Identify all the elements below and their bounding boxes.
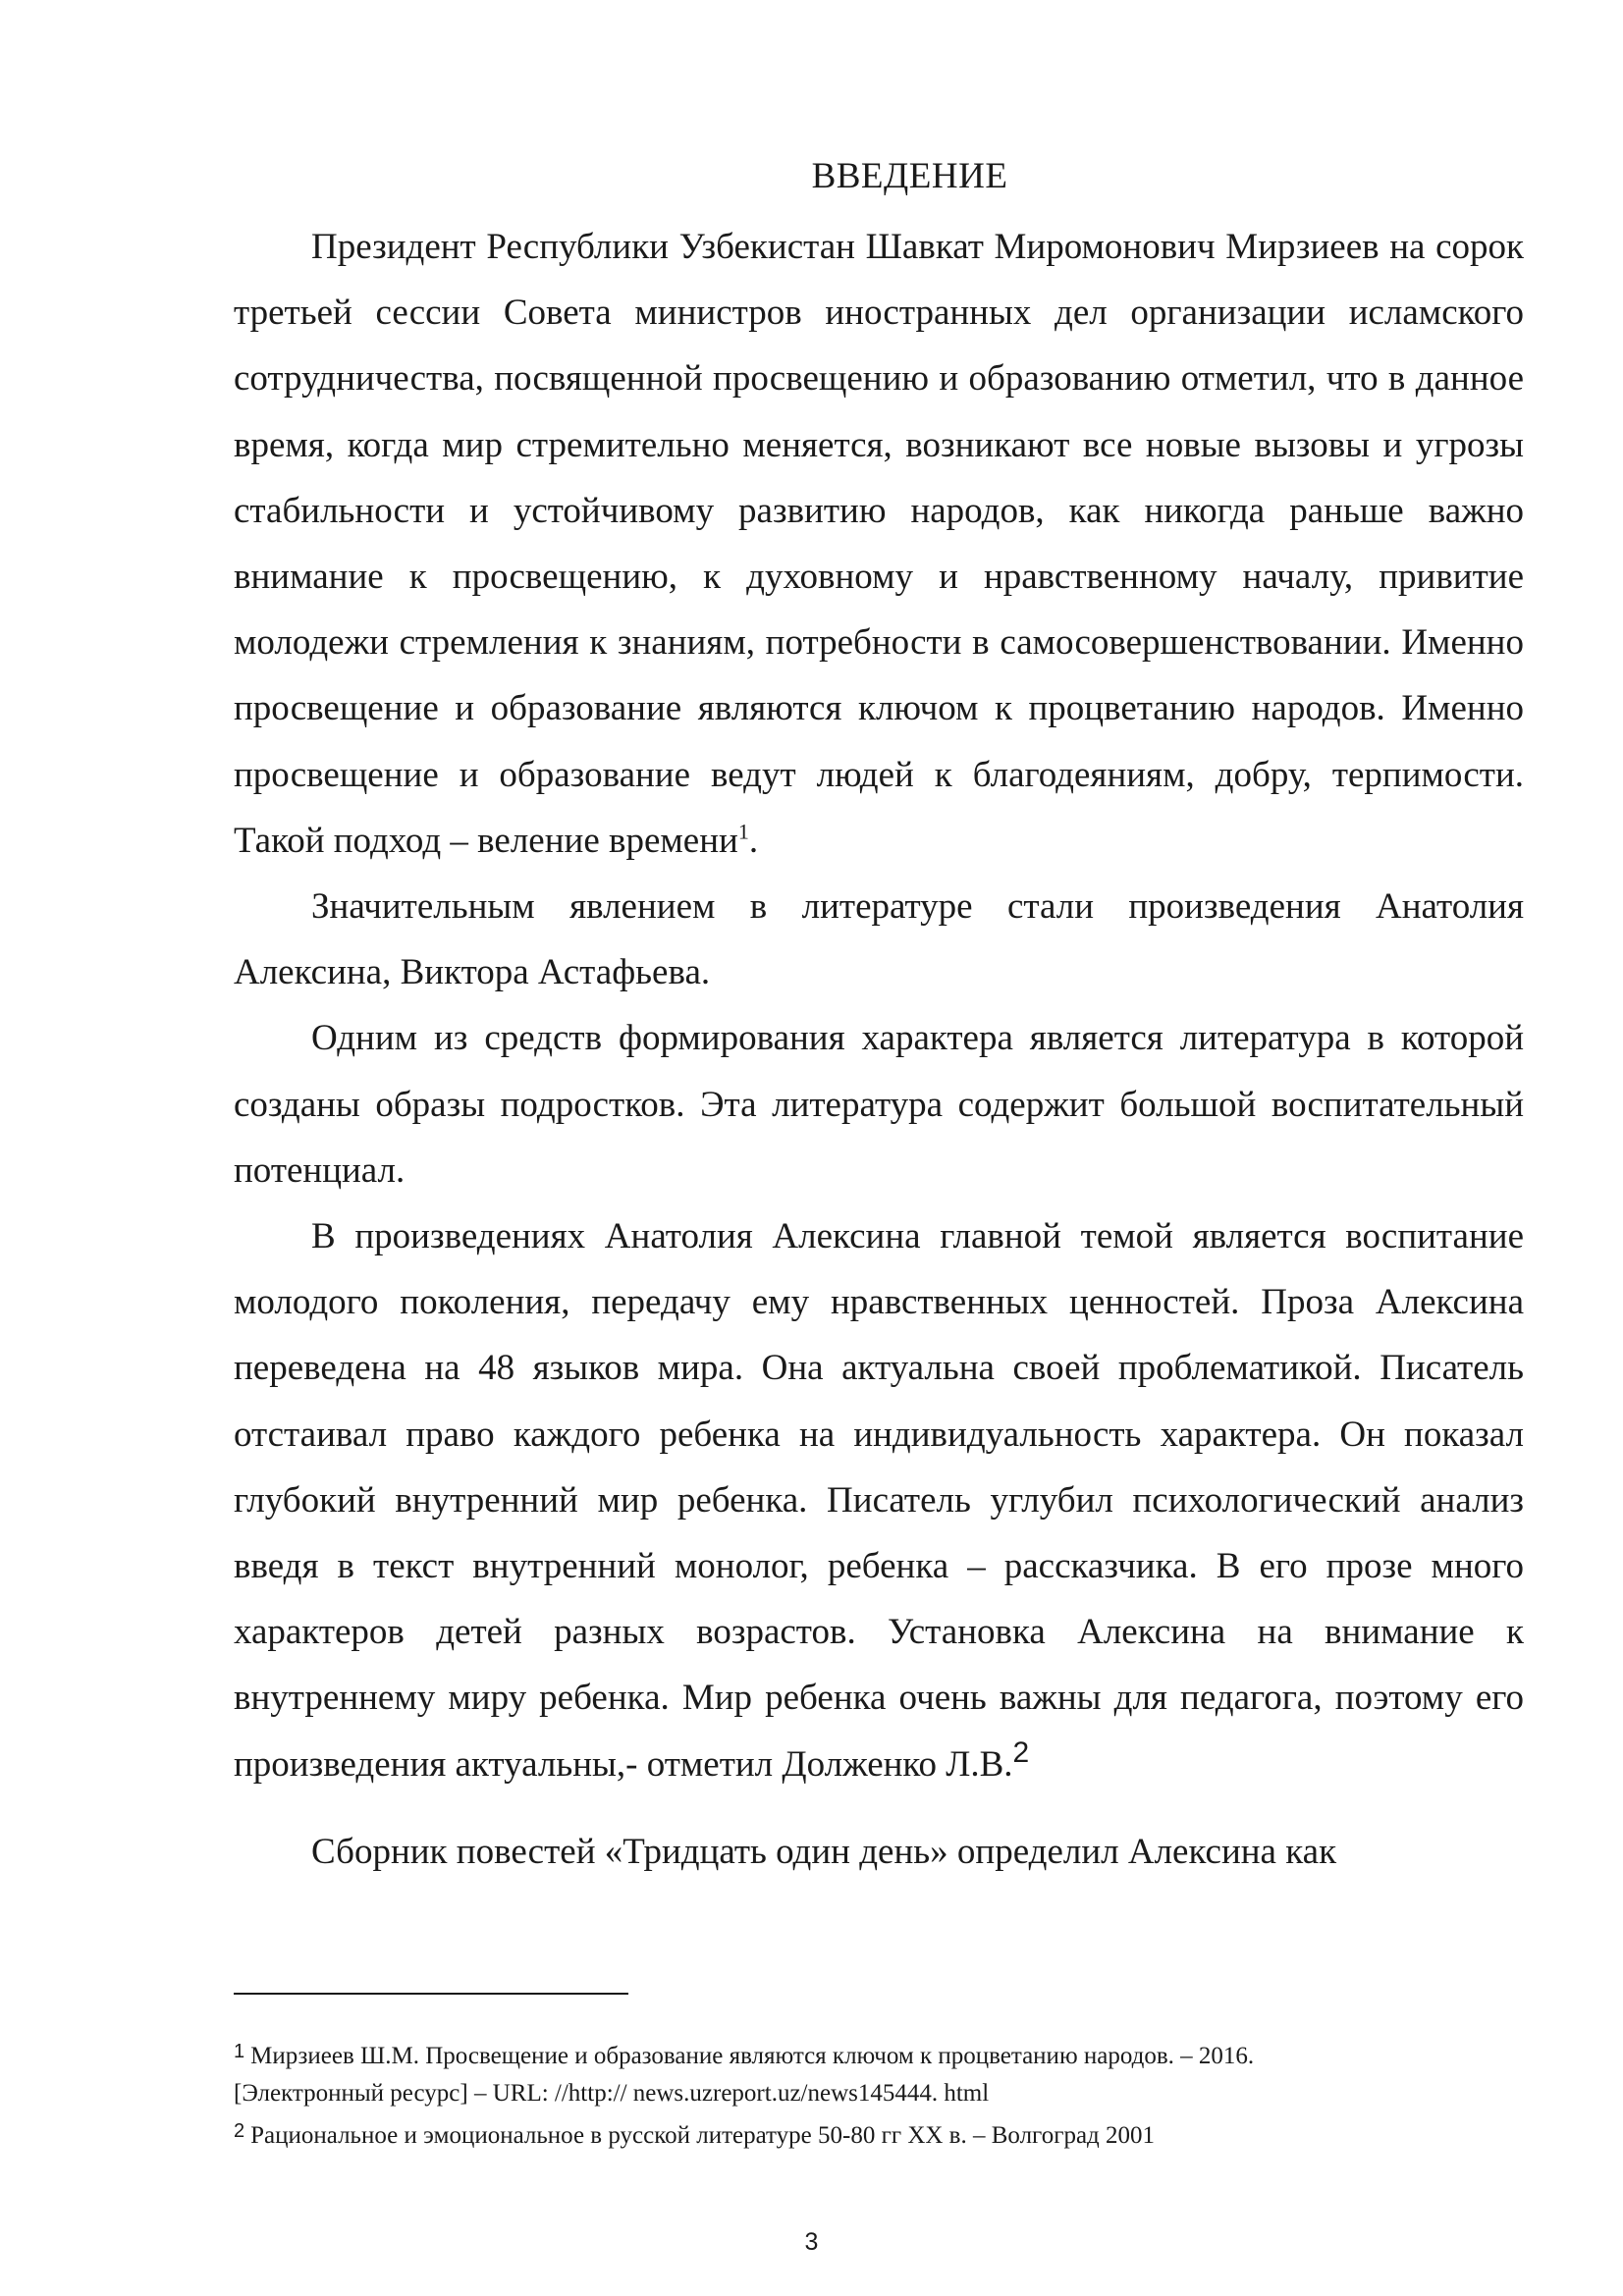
paragraph-spacer	[234, 1797, 1524, 1819]
footnote-1-text: Мирзиеев Ш.М. Просвещение и образование являются ключом к процветанию народов. – 2016.	[250, 2043, 1255, 2069]
paragraph-1-text: Президент Республики Узбекистан Шавкат Миромонович Мирзиеев на сорок третьей сессии Совета министров иностранных дел организации исламского сотрудничества, посвященной просвещению и образованию отметил, что в данное время, когда мир стремительно меняется, возникают все новые вызовы и угрозы стабильности и устойчивому развитию народов, как никогда раньше важно внимание к просвещению, к духовному и нравственному началу, привитие молодежи стремления к знаниям, потребности в самосовершенствовании. Именно просвещение и образование являются ключом к процветанию народов. Именно просвещение и образование ведут людей к благодеяниям, добру, терпимости. Такой подход – веление времени	[234, 227, 1524, 861]
footnote-2-number: 2	[234, 2120, 245, 2142]
footnote-1	[234, 2033, 1540, 2075]
paragraph-5: Сборник повестей «Тридцать один день» определил Алексина как	[311, 1831, 1337, 1872]
footnote-1-continuation: [Электронный ресурс] – URL: //http:// news.uzreport.uz/news145444. html	[234, 2080, 990, 2107]
footnote-1-number: 1	[234, 2041, 245, 2062]
page-title: ВВЕДЕНИЕ	[811, 156, 1008, 196]
footnote-2	[234, 2112, 1540, 2155]
page-number: 3	[804, 2228, 819, 2256]
footnote-ref-1[interactable]: 1	[737, 819, 749, 844]
footnote-ref-2[interactable]: 2	[1012, 1735, 1030, 1769]
footnotes	[234, 2033, 1540, 2155]
paragraph-2: Значительным явлением в литературе стали произведения Анатолия Алексина, Виктора Астафьева.	[234, 886, 1524, 993]
paragraph-3: Одним из средств формирования характера является литература в которой созданы образы подростков. Эта литература содержит большой воспитательный потенциал.	[234, 1018, 1524, 1191]
footnote-separator	[234, 1993, 628, 1995]
paragraph-4	[234, 1203, 1524, 1797]
footnote-2-text: Рациональное и эмоциональное в русской литературе 50-80 гг XX в. – Волгоград 2001	[250, 2122, 1156, 2149]
body-text	[234, 214, 1524, 1885]
paragraph-4-text: В произведениях Анатолия Алексина главной темой является воспитание молодого поколения, передачу ему нравственных ценностей. Проза Алексина переведена на 48 языков мира. Она актуальна своей проблематикой. Писатель отстаивал право каждого ребенка на индивидуальность характера. Он показал глубокий внутренний мир ребенка. Писатель углубил психологический анализ введя в текст внутренний монолог, ребенка – рассказчика. В его прозе много характеров детей разных возрастов. Установка Алексина на внимание к внутреннему миру ребенка. Мир ребенка очень важны для педагога, поэтому его произведения актуальны,- отметил Долженко Л.В.	[234, 1216, 1524, 1785]
paragraph-1	[234, 214, 1524, 874]
paragraph-1-end: .	[748, 820, 759, 861]
